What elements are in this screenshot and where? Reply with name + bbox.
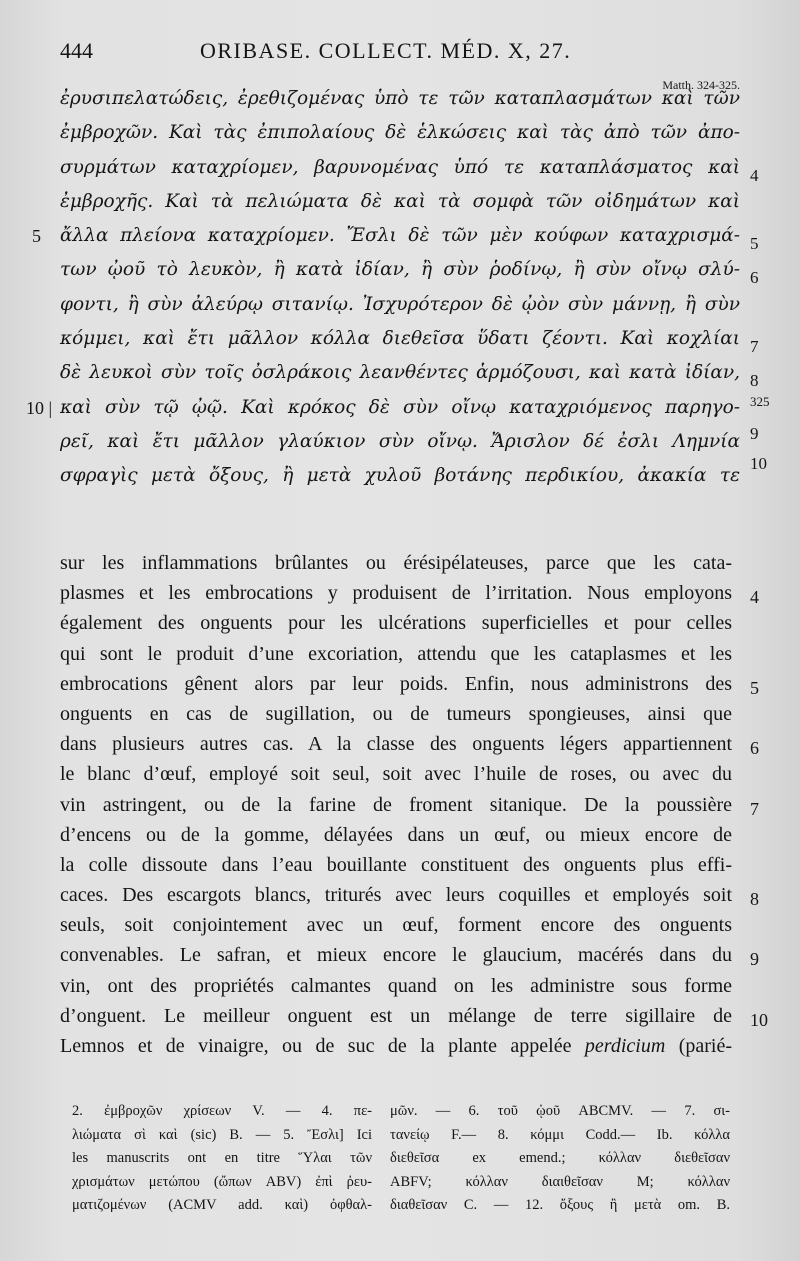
greek-line-text: ἄλλα πλείονα καταχρίομεν. Ἔσλι δὲ τῶν μὲν κούφων καταχρισμά-: [60, 225, 740, 247]
greek-line: [60, 454, 767, 493]
french-line-text: seuls, soit conjointement avec un œuf, forment encore des onguents: [60, 914, 732, 937]
french-line: [60, 971, 732, 1001]
french-line-text: qui sont le produit d’une excoriation, attendu que les cataplasmes et les: [60, 642, 732, 665]
french-line: [60, 669, 759, 699]
line-marker-right: 10: [750, 1009, 768, 1030]
greek-line-text: σφραγὶς μετὰ ὄξους, ἢ μετὰ χυλοῦ βοτάνης περδικίου, ἀκακία τε: [60, 465, 740, 487]
footnote-line: τανείῳ F.— 8. κόμμι Codd.— Ib. κόλλα: [390, 1126, 730, 1143]
french-line-text: embrocations gênent alors par leur poids. Enfin, nous administrons des: [60, 672, 732, 695]
greek-line: [26, 391, 770, 425]
greek-line-text: δὲ λευκοὶ σὺν τοῖς ὀσλράκοις λεανθέντες ἁρμόζουσι, καὶ κατὰ ἰδίαν,: [60, 362, 740, 384]
running-header: [60, 38, 740, 92]
greek-line: [60, 288, 740, 322]
french-line-text: le blanc d’œuf, employé soit seul, soit avec l’huile de roses, ou avec du: [60, 763, 732, 786]
greek-line-text: ἐμβροχῶν. Καὶ τὰς ἐπιπολαίους δὲ ἑλκώσεις καὶ τὰς ἀπὸ τῶν ἀπο-: [60, 122, 740, 144]
french-line-text: [60, 1031, 732, 1061]
greek-line-text: συρμάτων καταχρίομεν, βαρυνομένας ὑπό τε καταπλάσματος καὶ: [60, 156, 740, 178]
french-line-text: d’onguent. Le meilleur onguent est un mélange de terre sigillaire de: [60, 1004, 732, 1027]
line-marker-right: 9: [750, 949, 759, 970]
line-marker-left: 10 |: [26, 397, 53, 418]
french-line: [60, 940, 759, 970]
running-title: ORIBASE. COLLECT. MÉD. X, 27.: [200, 38, 572, 63]
footnote-line: μῶν. — 6. τοῦ ᾠοῦ ABCMV. — 7. σι-: [390, 1103, 730, 1119]
line-marker-right: 4: [750, 587, 759, 608]
page-number: 444: [60, 38, 93, 63]
greek-line: [32, 219, 759, 254]
footnote-line: 2. ἐμβροχῶν χρίσεων V. — 4. πε-: [72, 1103, 372, 1119]
french-line-text: caces. Des escargots blancs, triturés avec leurs coquilles et employés soit: [60, 884, 732, 907]
greek-line: [60, 356, 759, 391]
french-line-text: plasmes et les embrocations y produisent de l’irritation. Nous employons: [60, 582, 732, 605]
french-line: [60, 548, 732, 578]
french-line: [60, 699, 732, 729]
french-line-text: onguents en cas de sugillation, ou de tumeurs spongieuses, ainsi que: [60, 702, 732, 725]
french-line-text: la colle dissoute dans l’eau bouillante constituent des onguents plus effi-: [60, 853, 732, 876]
footnote-line: ABFV; κόλλαν διαιθεῖσαν M; κόλλαν: [390, 1173, 730, 1190]
greek-line-text: κόμμει, καὶ ἔτι μᾶλλον κόλλα διεθεῖσα ὕδατι ζέοντι. Καὶ κοχλίαι: [60, 328, 740, 350]
greek-line: [60, 322, 759, 357]
footnote-line: les manuscrits ont en titre Ὕλαι τῶν: [72, 1150, 372, 1166]
greek-line-text: ἐρυσιπελατώδεις, ἐρεθιζομένας ὑπὸ τε τῶν καταπλασμάτων καὶ τῶν: [60, 88, 740, 109]
french-line: [60, 578, 759, 608]
french-line-text: vin, ont des propriétés calmantes quand on les administre sous forme: [60, 974, 732, 997]
french-line-text-start: Lemnos et de vinaigre, ou de suc de la plante appelée: [60, 1035, 572, 1057]
line-marker-right: 7: [750, 798, 759, 819]
line-marker-left: 5: [32, 226, 41, 247]
matthaei-page-reference: Matth. 324-325.: [662, 78, 740, 92]
footnote-line: διεθεῖσα ex emend.; κόλλαν διεθεῖσαν: [390, 1150, 730, 1166]
line-marker-right: 6: [750, 738, 759, 759]
footnote-line: χρισμάτων μετώπου (ὤπων ABV) ἐπὶ ῥευ-: [72, 1173, 372, 1190]
footnote-line: διαθεῖσαν C. — 12. ὄξους ἢ μετὰ om. B.: [390, 1197, 730, 1213]
greek-line: [60, 151, 759, 185]
french-line: [60, 759, 732, 789]
line-marker-right: 4: [750, 165, 759, 185]
greek-line-text: φοντι, ἢ σὺν ἀλεύρῳ σιτανίῳ. Ἰσχυρότερον δὲ ᾠὸν σὺν μάννῃ, ἢ σὺν: [60, 293, 740, 315]
french-line-text: convenables. Le safran, et mieux encore le glaucium, macérés dans du: [60, 944, 732, 967]
greek-line-text: των ᾠοῦ τὸ λευκὸν, ἢ κατὰ ἰδίαν, ἢ σὺν ῥοδίνῳ, ἢ σὺν οἴνῳ σλύ-: [60, 259, 740, 281]
french-line: [60, 729, 759, 759]
french-line-text: dans plusieurs autres cas. A la classe des onguents légers appartiennent: [60, 733, 732, 756]
greek-line: [60, 253, 759, 288]
french-line: [60, 1001, 768, 1031]
french-translation-block: [60, 548, 768, 1061]
french-line: [60, 850, 732, 880]
line-marker-right: 7: [750, 337, 759, 357]
french-line-text: d’encens ou de la gomme, délayées dans un œuf, ou mieux encore de: [60, 823, 732, 846]
line-marker-right: 10: [750, 454, 767, 474]
french-line-text: sur les inflammations brûlantes ou érésipélateuses, parce que les cata-: [60, 552, 732, 574]
french-line: [60, 880, 759, 910]
line-marker-right: 9: [750, 423, 759, 443]
footnotes-right-column: [390, 1100, 730, 1218]
greek-line: [60, 82, 740, 116]
greek-line: [60, 423, 759, 459]
line-marker-right: 8: [750, 371, 759, 391]
footnote-line: λιώματα σὶ καὶ (sic) B. — 5. Ἔσλι] Ici: [72, 1126, 372, 1143]
matthaei-page-marker: 325: [750, 393, 770, 409]
french-line: [60, 910, 732, 940]
french-line: [60, 608, 732, 638]
line-marker-right: 5: [750, 234, 759, 254]
footnote-line: ματιζομένων (ACMV add. καὶ) ὀφθαλ-: [72, 1197, 372, 1213]
french-line: [60, 790, 759, 820]
french-line: [60, 1031, 732, 1061]
greek-line: [60, 116, 740, 150]
footnotes-left-column: [72, 1100, 372, 1218]
line-marker-right: 8: [750, 889, 759, 910]
french-line-text: vin astringent, ou de la farine de froment sitanique. De la poussière: [60, 793, 732, 816]
greek-text-block: [26, 82, 770, 494]
french-line-text-end: (parié-: [665, 1035, 732, 1057]
french-line-text: également des onguents pour les ulcérations superficielles et pour celles: [60, 612, 732, 635]
greek-line-text: ἐμβροχῆς. Καὶ τὰ πελιώματα δὲ καὶ τὰ σομφὰ τῶν οἰδημάτων καὶ: [60, 190, 740, 212]
greek-line-text: ρεῖ, καὶ ἔτι μᾶλλον γλαύκιον σὺν οἴνῳ. Ἄρισλον δέ ἐσλι Λημνία: [60, 430, 740, 452]
french-line: [60, 639, 732, 669]
line-marker-right: 6: [750, 268, 759, 288]
greek-line-text: καὶ σὺν τῷ ᾠῷ. Καὶ κρόκος δὲ σὺν οἴνῳ καταχριόμενος παρηγο-: [60, 396, 740, 418]
greek-line: [60, 185, 740, 219]
line-marker-right: 5: [750, 677, 759, 698]
french-line: [60, 820, 732, 850]
italic-term: perdicium: [584, 1035, 666, 1057]
